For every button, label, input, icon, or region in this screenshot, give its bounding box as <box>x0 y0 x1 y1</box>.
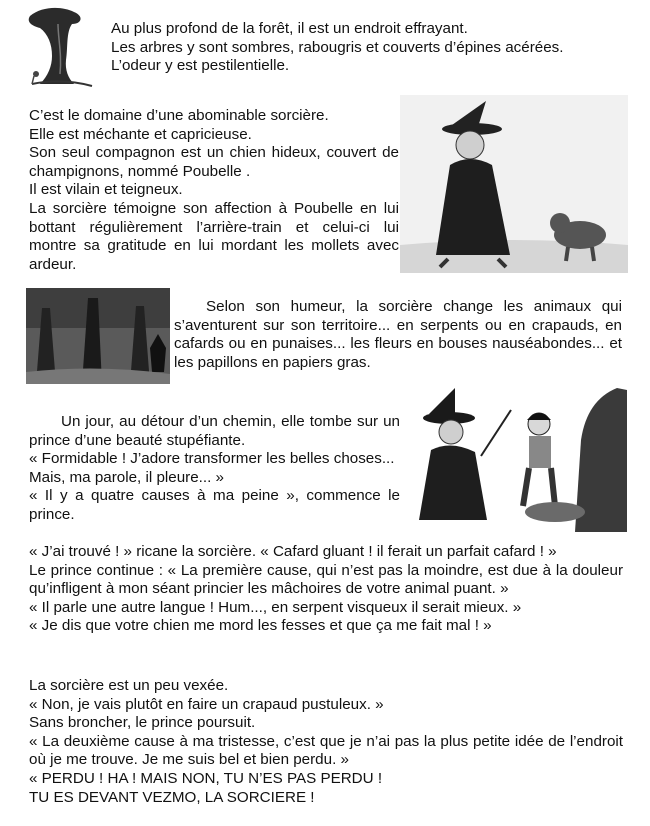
text-paragraph: Un jour, au détour d’un chemin, elle tombe sur un prince d’une beauté stupéfiante. <box>29 413 400 449</box>
text-line: Il est vilain et teigneux. <box>29 181 183 199</box>
text-paragraph: Le prince continue : « La première cause, qui n’est pas la moindre, est due à la douleur qu’infligent à mon séant princier les mâchoires de votre animal puant. » <box>29 561 623 598</box>
text-paragraph: « Il parle une autre langue ! Hum..., en serpent visqueux il serait mieux. » <box>29 598 522 616</box>
text-line: Elle est méchante et capricieuse. <box>29 125 252 143</box>
intro-line: L’odeur y est pestilentielle. <box>111 57 290 75</box>
text-paragraph: « Je dis que votre chien me mord les fesses et que ça me fait mal ! » <box>29 617 492 635</box>
text-line: C’est le domaine d’une abominable sorcière. <box>29 107 329 124</box>
text-line: « Non, je vais plutôt en faire un crapaud pustuleux. » <box>29 695 384 713</box>
encounter-text <box>29 413 400 525</box>
text-paragraph: La sorcière témoigne son affection à Poubelle en lui bottant régulièrement l’arrière-train et celui-ci lui montre sa gratitude en lui mordant les mollets avec ardeur. <box>29 199 399 273</box>
text-paragraph: « La deuxième cause à ma tristesse, c’est que je n’ai pas la plus petite idée de l’endroit où je me trouve. Je me suis bel et bien perdu. » <box>29 732 623 769</box>
ending-text <box>29 677 623 807</box>
witch-and-prince-illustration <box>405 380 627 532</box>
intro-line: Au plus profond de la forêt, il est un endroit effrayant. <box>111 20 468 37</box>
text-paragraph: Son seul compagnon est un chien hideux, couvert de champignons, nommé Poubelle . <box>29 144 399 180</box>
witch-description <box>29 107 399 274</box>
dialogue-text <box>29 543 623 636</box>
text-line: Mais, ma parole, il pleure... » <box>29 468 224 486</box>
text-line: TU ES DEVANT VEZMO, LA SORCIERE ! <box>29 788 315 806</box>
witch-and-dog-illustration <box>400 95 628 273</box>
intro-line: Les arbres y sont sombres, rabougris et couverts d’épines acérées. <box>111 38 564 56</box>
text-line: Sans broncher, le prince poursuit. <box>29 714 256 732</box>
dark-forest-illustration <box>26 288 170 384</box>
text-paragraph: « Il y a quatre causes à ma peine », commence le prince. <box>29 487 400 523</box>
text-paragraph: « Formidable ! J’adore transformer les belles choses... <box>29 450 395 468</box>
tree-illustration <box>22 4 102 90</box>
intro-paragraph <box>111 20 631 76</box>
text-line: La sorcière est un peu vexée. <box>29 677 229 694</box>
text-paragraph: « J’ai trouvé ! » ricane la sorcière. « Cafard gluant ! il ferait un parfait cafard ! » <box>29 543 557 560</box>
transformations-paragraph <box>174 298 622 372</box>
text-paragraph: Selon son humeur, la sorcière change les animaux qui s’aventurent sur son territoire... en serpents ou en crapauds, en cafards ou en punaises... les fleurs en bouses nauséabondes... et les papillons en papiers gras. <box>174 298 622 371</box>
text-line: « PERDU ! HA ! MAIS NON, TU N’ES PAS PERDU ! <box>29 769 383 787</box>
